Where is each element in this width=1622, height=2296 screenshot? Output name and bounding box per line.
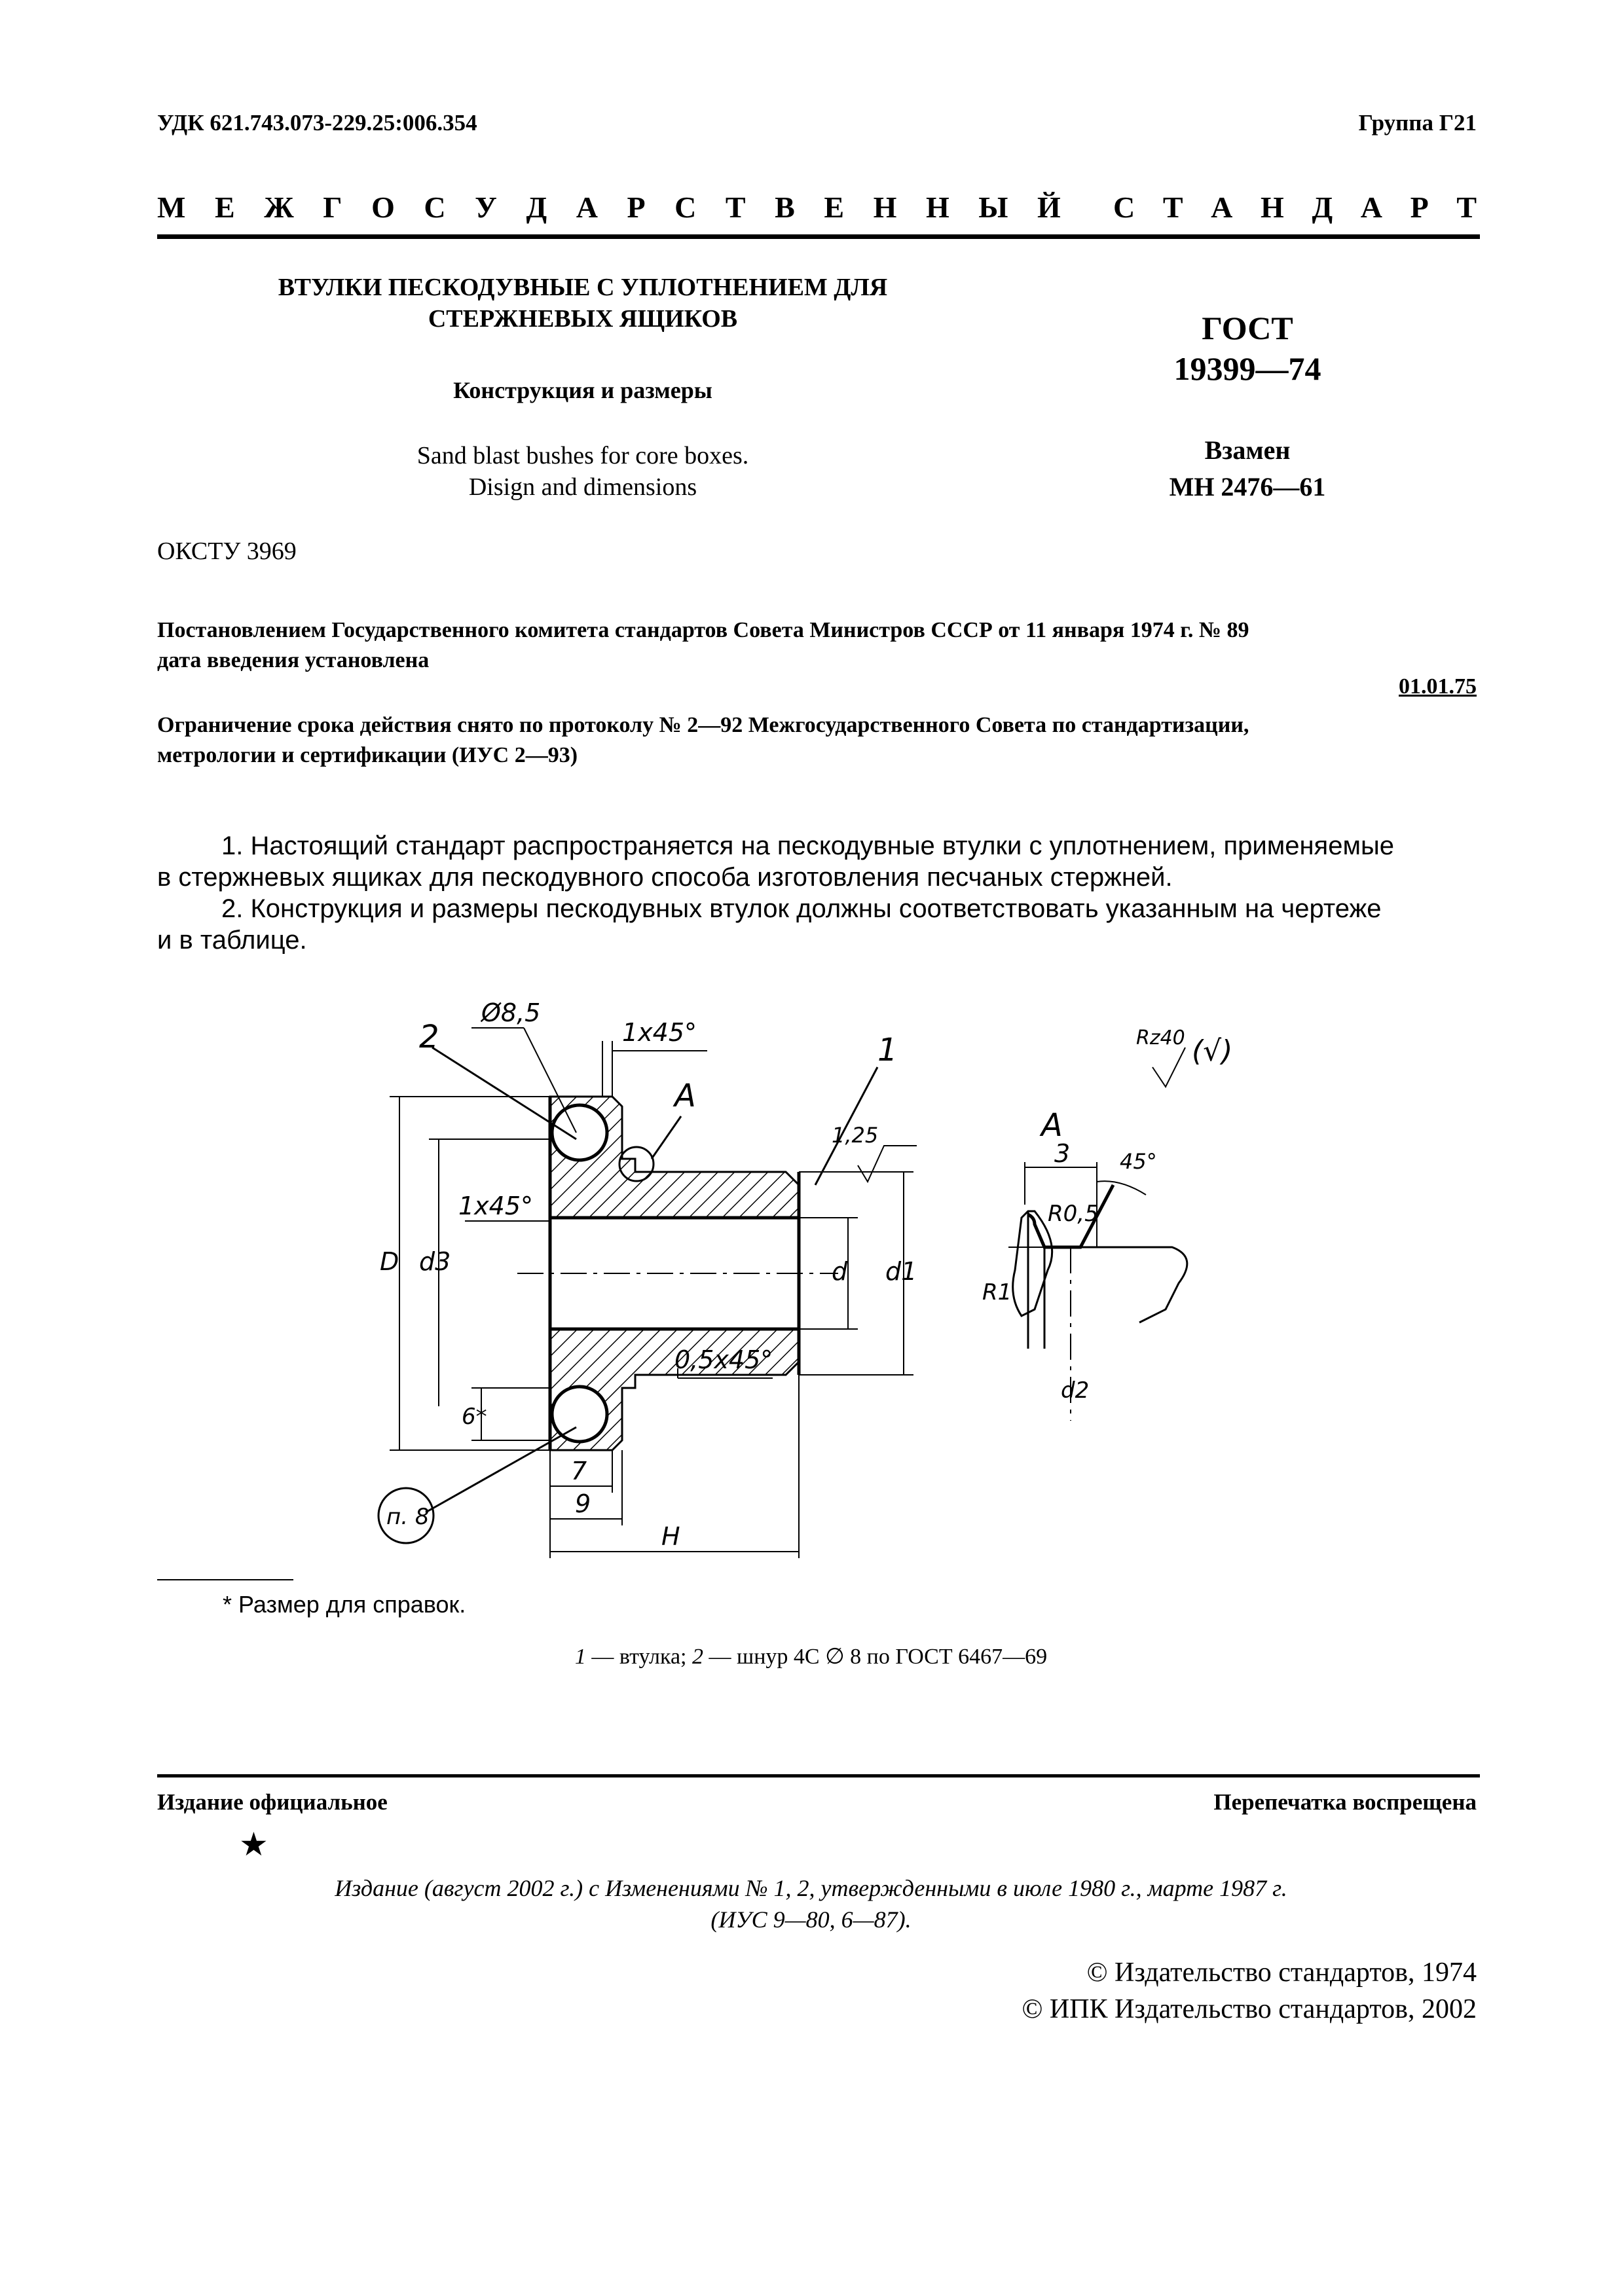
dim-7: 7: [571, 1457, 587, 1485]
heading-letter: Г: [323, 191, 342, 224]
seal-cord-bottom: [552, 1387, 607, 1442]
legend-text-2: — шнур 4С ∅ 8 по ГОСТ 6467—69: [703, 1645, 1048, 1669]
doc-subtitle: Конструкция и размеры: [453, 377, 712, 403]
heading-letter: Д: [526, 191, 547, 224]
reprint-notice: Перепечатка воспрещена: [1213, 1789, 1477, 1815]
footnote-rule: [157, 1579, 293, 1580]
replaces-label: Взамен: [1204, 435, 1291, 465]
copyright-1974: © Издательство стандартов, 1974: [1086, 1958, 1477, 1988]
heading-letter: Д: [1312, 191, 1333, 224]
roughness-rz40: Rz40: [1136, 1027, 1185, 1049]
heading-letter: Т: [1456, 191, 1477, 224]
heading-rule: [157, 234, 1480, 239]
introduction-date: 01.01.75: [1399, 674, 1477, 699]
edition-line-2: (ИУС 9—80, 6—87).: [710, 1906, 912, 1933]
bush-drawing: [354, 969, 1336, 1584]
dim-d-outer: D: [380, 1247, 399, 1276]
heading-letter: Р: [627, 191, 646, 224]
dim-6: 6*: [462, 1404, 487, 1430]
dim-d3: d3: [419, 1247, 451, 1276]
paragraph-2-line-2: и в таблице.: [157, 926, 307, 955]
roughness-1-25: 1,25: [832, 1123, 879, 1148]
decree-block: [157, 615, 1480, 676]
standard-heading: [1113, 190, 1477, 225]
legend-text-1: — втулка;: [585, 1645, 693, 1669]
title-line-2: СТЕРЖНЕВЫХ ЯЩИКОВ: [428, 305, 738, 333]
copyright-block: [1022, 1954, 1477, 2028]
dim-9: 9: [575, 1489, 591, 1518]
replaces-block: [1113, 432, 1382, 505]
heading-letter: Ы: [978, 191, 1008, 224]
detail-marker-a: A: [674, 1078, 696, 1114]
heading-letter: С: [424, 191, 446, 224]
note-p8: п. 8: [386, 1504, 430, 1530]
heading-letter: С: [1113, 191, 1135, 224]
heading-letter: А: [1360, 191, 1382, 224]
detail-r1: R1: [982, 1279, 1012, 1305]
chamfer-bottom-label: 0,5x45°: [674, 1345, 773, 1374]
callout-2: 2: [419, 1019, 439, 1055]
chamfer-top-label: 1x45°: [622, 1018, 697, 1047]
heading-letter: У: [475, 191, 497, 224]
heading-letter: В: [775, 191, 795, 224]
gost-number-block: [1113, 308, 1382, 389]
group-code: Группа Г21: [1358, 110, 1477, 136]
detail-a-left-break: [1013, 1211, 1052, 1316]
footnote: * Размер для справок.: [223, 1591, 466, 1618]
drawing-legend: [0, 1643, 1622, 1669]
edition-note: [0, 1872, 1622, 1935]
doc-title: [157, 272, 1008, 335]
paragraph-2-line-1: 2. Конструкция и размеры пескодувных втулок должны соответствовать указанным на чертеже: [221, 894, 1382, 923]
dim-d2: d2: [1061, 1377, 1090, 1404]
heading-letter: Н: [1261, 191, 1284, 224]
detail-r05: R0,5: [1048, 1201, 1099, 1227]
heading-letter: С: [674, 191, 697, 224]
official-edition: Издание официальное: [157, 1789, 388, 1815]
limitation-block: [157, 710, 1480, 771]
decree-line-2: дата введения установлена: [157, 648, 430, 672]
legend-num-2: 2: [692, 1645, 704, 1669]
dim-d1: d1: [885, 1257, 917, 1286]
heading-letter: Ж: [264, 191, 294, 224]
english-title: [157, 440, 1008, 503]
heading-letter: Е: [214, 191, 235, 224]
heading-letter: Е: [824, 191, 845, 224]
heading-letter: М: [157, 191, 186, 224]
limitation-line-1: Ограничение срока действия снято по протоколу № 2—92 Межгосударственного Совета по стандартизации,: [157, 713, 1249, 737]
dim-h: H: [661, 1522, 680, 1551]
seal-cord-top: [552, 1105, 607, 1160]
oksty-code: ОКСТУ 3969: [157, 538, 297, 565]
interstate-heading: [157, 190, 1061, 225]
detail-a-title: A: [1041, 1107, 1063, 1144]
udk-code: УДК 621.743.073-229.25:006.354: [157, 110, 477, 136]
chamfer-left-label: 1x45°: [458, 1192, 534, 1220]
heading-letter: Р: [1410, 191, 1429, 224]
english-title-line-1: Sand blast bushes for core boxes.: [416, 442, 749, 469]
detail-dim-3: 3: [1054, 1139, 1071, 1168]
gost-number: 19399—74: [1173, 350, 1321, 387]
replaces-value: МН 2476—61: [1169, 472, 1326, 501]
heading-letter: Т: [725, 191, 746, 224]
copyright-2002: © ИПК Издательство стандартов, 2002: [1022, 1994, 1477, 2024]
roughness-paren: (√): [1192, 1034, 1233, 1068]
legend-num-1: 1: [574, 1645, 586, 1669]
heading-letter: Т: [1162, 191, 1183, 224]
footer-rule: [157, 1774, 1480, 1777]
heading-letter: А: [1211, 191, 1233, 224]
detail-angle-45: 45°: [1120, 1149, 1157, 1174]
gost-label: ГОСТ: [1202, 310, 1293, 346]
paragraph-1: [157, 830, 1480, 893]
heading-letter: А: [576, 191, 598, 224]
english-title-line-2: Disign and dimensions: [468, 473, 697, 501]
paragraph-1-line-2: в стержневых ящиках для пескодувного способа изготовления песчаных стержней.: [157, 863, 1173, 892]
heading-letter: Н: [925, 191, 949, 224]
star-icon: ★: [239, 1826, 268, 1863]
heading-letter: Й: [1037, 191, 1061, 224]
paragraph-1-line-1: 1. Настоящий стандарт распространяется на пескодувные втулки с уплотнением, применяемые: [221, 831, 1394, 860]
dim-d: d: [832, 1257, 848, 1286]
edition-line-1: Издание (август 2002 г.) с Изменениями № 1, 2, утвержденными в июле 1980 г., марте 1987 г.: [335, 1875, 1287, 1901]
paragraph-2: [157, 893, 1480, 956]
heading-letter: О: [371, 191, 395, 224]
title-line-1: ВТУЛКИ ПЕСКОДУВНЫЕ С УПЛОТНЕНИЕМ ДЛЯ: [278, 274, 888, 301]
decree-line-1: Постановлением Государственного комитета стандартов Совета Министров СССР от 11 января 1974 г. № 89: [157, 618, 1249, 642]
heading-letter: Н: [873, 191, 897, 224]
dia-8-5-label: Ø8,5: [481, 998, 541, 1027]
limitation-line-2: метрологии и сертификации (ИУС 2—93): [157, 743, 578, 767]
callout-1: 1: [877, 1032, 898, 1068]
